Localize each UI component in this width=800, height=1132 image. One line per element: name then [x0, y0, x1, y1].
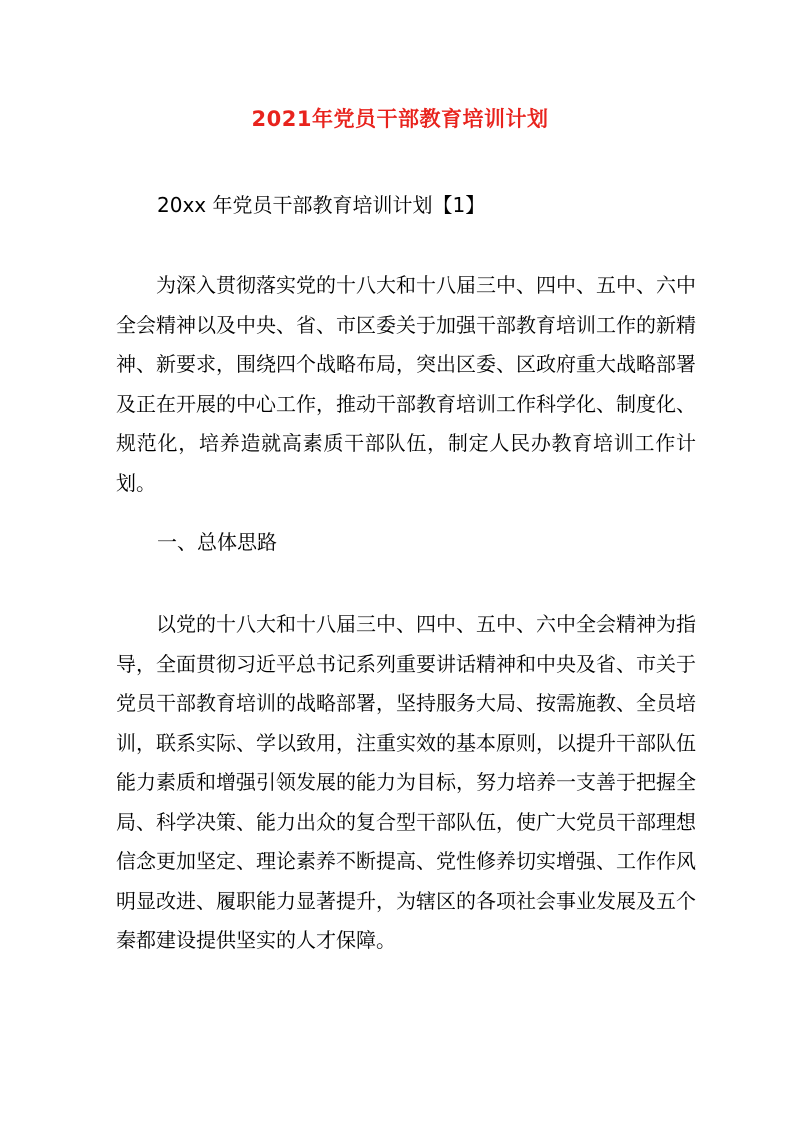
document-subtitle: 20xx 年党员干部教育培训计划【1】 — [157, 193, 486, 217]
intro-paragraph: 为深入贯彻落实党的十八大和十八届三中、四中、五中、六中全会精神以及中央、省、市区委关于加强干部教育培训工作的新精神、新要求，围绕四个战略布局，突出区委、区政府重大战略部署及正在开展的中心工作，推动干部教育培训工作科学化、制度化、规范化，培养造就高素质干部队伍，制定人民办教育培训工作计划。 — [116, 273, 696, 495]
section-paragraph-overall-approach: 以党的十八大和十八届三中、四中、五中、六中全会精神为指导，全面贯彻习近平总书记系列重要讲话精神和中央及省、市关于党员干部教育培训的战略部署，坚持服务大局、按需施教、全员培训，联系实际、学以致用，注重实效的基本原则，以提升干部队伍能力素质和增强引领发展的能力为目标，努力培养一支善于把握全局、科学决策、能力出众的复合型干部队伍，使广大党员干部理想信念更加坚定、理论素养不断提高、党性修养切实增强、工作作风明显改进、履职能力显著提升，为辖区的各项社会事业发展及五个秦都建设提供坚实的人才保障。 — [116, 612, 696, 952]
document-title: 2021年党员干部教育培训计划 — [251, 107, 549, 131]
section-heading-overall-approach: 一、总体思路 — [157, 530, 277, 554]
